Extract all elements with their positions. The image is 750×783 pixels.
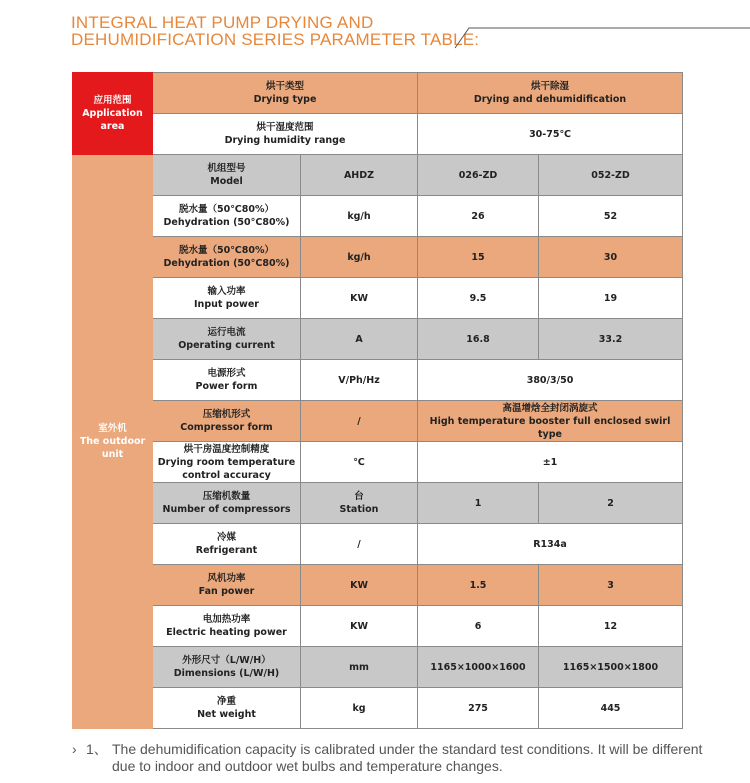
- row-value: 3: [539, 565, 683, 606]
- row-unit-text: KW: [350, 620, 368, 632]
- row-label: [153, 442, 301, 483]
- row-label-cn: 运行电流: [207, 327, 246, 338]
- footnote-text: The dehumidification capacity is calibrated under the standard test conditions. It will be different due to indoor and outdoor wet bulbs and temperature changes.: [112, 741, 703, 774]
- application-area-cn: 应用范围: [93, 95, 132, 106]
- table-row: [73, 442, 683, 483]
- row-unit-text: kg: [352, 702, 366, 714]
- humidity-range-label-en: Drying humidity range: [224, 135, 346, 146]
- row-value: 052-ZD: [539, 155, 683, 196]
- drying-type-row: [73, 73, 683, 114]
- row-unit: [301, 237, 418, 278]
- row-unit: [301, 442, 418, 483]
- row-unit-text: /: [357, 538, 361, 550]
- footnote: [72, 741, 703, 774]
- row-merged-value-cn: 高温增焓全封闭涡旋式: [502, 402, 598, 414]
- row-label-cn: 机组型号: [207, 163, 246, 174]
- chevron-right-icon: ›: [72, 741, 77, 757]
- table-row: [73, 155, 683, 196]
- row-unit-text: KW: [350, 579, 368, 591]
- table-row: [73, 319, 683, 360]
- table-row: [73, 237, 683, 278]
- row-label: [153, 237, 301, 278]
- row-merged-value: [418, 442, 683, 483]
- row-unit-text: ℃: [353, 456, 365, 468]
- row-unit-text: Station: [339, 504, 379, 515]
- outdoor-unit-cell: [73, 155, 153, 729]
- row-label: [153, 483, 301, 524]
- row-value: 275: [418, 688, 539, 729]
- row-label-en: Dehydration (50°C80%): [163, 217, 290, 228]
- row-value: 26: [418, 196, 539, 237]
- row-label-en: Power form: [195, 381, 258, 392]
- row-value: 1165×1500×1800: [539, 647, 683, 688]
- table-row: [73, 524, 683, 565]
- row-label-cn: 输入功率: [207, 286, 246, 297]
- humidity-range-row: [73, 114, 683, 155]
- row-unit-text: KW: [350, 292, 368, 304]
- row-value: 52: [539, 196, 683, 237]
- row-label: [153, 688, 301, 729]
- row-label-cn: 压缩机形式: [202, 409, 251, 420]
- row-value: 026-ZD: [418, 155, 539, 196]
- row-label: [153, 401, 301, 442]
- row-label: [153, 196, 301, 237]
- row-value: 15: [418, 237, 539, 278]
- row-label-en: Refrigerant: [195, 545, 258, 556]
- row-merged-value-text: R134a: [533, 538, 567, 550]
- row-label-en: Model: [210, 176, 243, 187]
- row-label-en: Compressor form: [180, 422, 273, 433]
- row-label-cn: 烘干房温度控制精度: [183, 443, 270, 455]
- row-label-cn: 外形尺寸（L/W/H）: [182, 655, 271, 666]
- title-line-1: INTEGRAL HEAT PUMP DRYING AND: [71, 13, 374, 32]
- row-value: 445: [539, 688, 683, 729]
- row-label-en: Dimensions (L/W/H): [173, 668, 280, 679]
- row-unit-text: kg/h: [347, 210, 371, 222]
- row-label-cn: 脱水量（50℃80%）: [179, 204, 274, 215]
- row-unit: [301, 196, 418, 237]
- row-label-en: Net weight: [197, 709, 256, 720]
- row-value: 19: [539, 278, 683, 319]
- row-label-en: Dehydration (50°C80%): [163, 258, 290, 269]
- table-row: [73, 688, 683, 729]
- row-value: 1: [418, 483, 539, 524]
- table-row: [73, 565, 683, 606]
- row-label-cn: 压缩机数量: [202, 491, 251, 502]
- footnote-marker: 1、: [86, 741, 108, 757]
- row-value: 1165×1000×1600: [418, 647, 539, 688]
- row-unit-text: AHDZ: [343, 169, 375, 181]
- row-label-en: Number of compressors: [162, 504, 291, 515]
- row-label-cn: 电源形式: [207, 368, 246, 379]
- row-merged-value: [418, 401, 683, 442]
- row-label-en: Fan power: [198, 586, 255, 597]
- row-unit: [301, 483, 418, 524]
- row-value: 33.2: [539, 319, 683, 360]
- humidity-range-label-cn: 烘干湿度范围: [256, 122, 314, 133]
- table-row: [73, 483, 683, 524]
- row-value: 1.5: [418, 565, 539, 606]
- row-merged-value-text: High temperature booster full enclosed swirl type: [429, 415, 671, 440]
- table-row: [73, 196, 683, 237]
- outdoor-unit-cn: 室外机: [98, 423, 127, 434]
- row-value: 16.8: [418, 319, 539, 360]
- row-label: [153, 606, 301, 647]
- row-unit: [301, 688, 418, 729]
- row-label-en: Input power: [194, 299, 259, 310]
- row-unit: [301, 401, 418, 442]
- row-label-en: Operating current: [178, 340, 275, 351]
- row-label: [153, 647, 301, 688]
- table-row: [73, 278, 683, 319]
- title-line-2: DEHUMIDIFICATION SERIES PARAMETER TABLE:: [71, 30, 480, 49]
- parameter-table: [72, 72, 683, 729]
- row-merged-value: [418, 524, 683, 565]
- humidity-range-value: 30-75℃: [418, 114, 683, 155]
- application-area-cell: [73, 73, 153, 155]
- row-unit: [301, 647, 418, 688]
- row-label-en: Drying room temperature control accuracy: [157, 456, 296, 481]
- drying-type-label-en: Drying type: [253, 94, 317, 105]
- row-value: 30: [539, 237, 683, 278]
- row-label-cn: 净重: [216, 696, 236, 707]
- decorative-line-icon: [453, 26, 750, 50]
- row-label: [153, 524, 301, 565]
- drying-type-value: [418, 73, 683, 114]
- row-merged-value-text: ±1: [542, 456, 558, 468]
- drying-type-label: [153, 73, 418, 114]
- row-label-cn: 风机功率: [207, 573, 246, 584]
- row-label: [153, 360, 301, 401]
- row-value: 9.5: [418, 278, 539, 319]
- row-merged-value: [418, 360, 683, 401]
- row-unit: [301, 319, 418, 360]
- row-unit: [301, 278, 418, 319]
- row-unit: [301, 155, 418, 196]
- table-row: [73, 647, 683, 688]
- row-label-en: Electric heating power: [166, 627, 287, 638]
- row-label-cn: 电加热功率: [202, 614, 251, 625]
- table-row: [73, 606, 683, 647]
- outdoor-unit-en-1: The outdoor: [79, 436, 146, 447]
- row-label-cn: 冷媒: [216, 532, 236, 543]
- drying-type-value-cn: 烘干除湿: [531, 81, 570, 92]
- row-unit: [301, 360, 418, 401]
- row-merged-value-text: 380/3/50: [526, 374, 574, 386]
- drying-type-label-cn: 烘干类型: [265, 81, 304, 92]
- page-title: [71, 14, 479, 48]
- outdoor-unit-en-2: unit: [101, 449, 124, 460]
- table-row: [73, 360, 683, 401]
- table-row: [73, 401, 683, 442]
- row-label: [153, 319, 301, 360]
- row-value: 6: [418, 606, 539, 647]
- row-value: 12: [539, 606, 683, 647]
- row-unit-text: /: [357, 415, 361, 427]
- application-area-en-1: Application: [82, 108, 143, 119]
- row-unit-cn: 台: [354, 491, 364, 502]
- drying-type-value-en: Drying and dehumidification: [473, 94, 627, 105]
- row-label: [153, 278, 301, 319]
- row-unit: [301, 565, 418, 606]
- row-unit-text: A: [355, 333, 363, 345]
- row-unit: [301, 524, 418, 565]
- row-label-cn: 脱水量（50℃80%）: [179, 245, 274, 256]
- humidity-range-label: [153, 114, 418, 155]
- row-label: [153, 565, 301, 606]
- application-area-en-2: area: [100, 121, 125, 132]
- row-unit-text: V/Ph/Hz: [338, 374, 380, 386]
- row-unit-text: kg/h: [347, 251, 371, 263]
- row-value: 2: [539, 483, 683, 524]
- row-unit-text: mm: [349, 661, 369, 673]
- row-unit: [301, 606, 418, 647]
- row-label: [153, 155, 301, 196]
